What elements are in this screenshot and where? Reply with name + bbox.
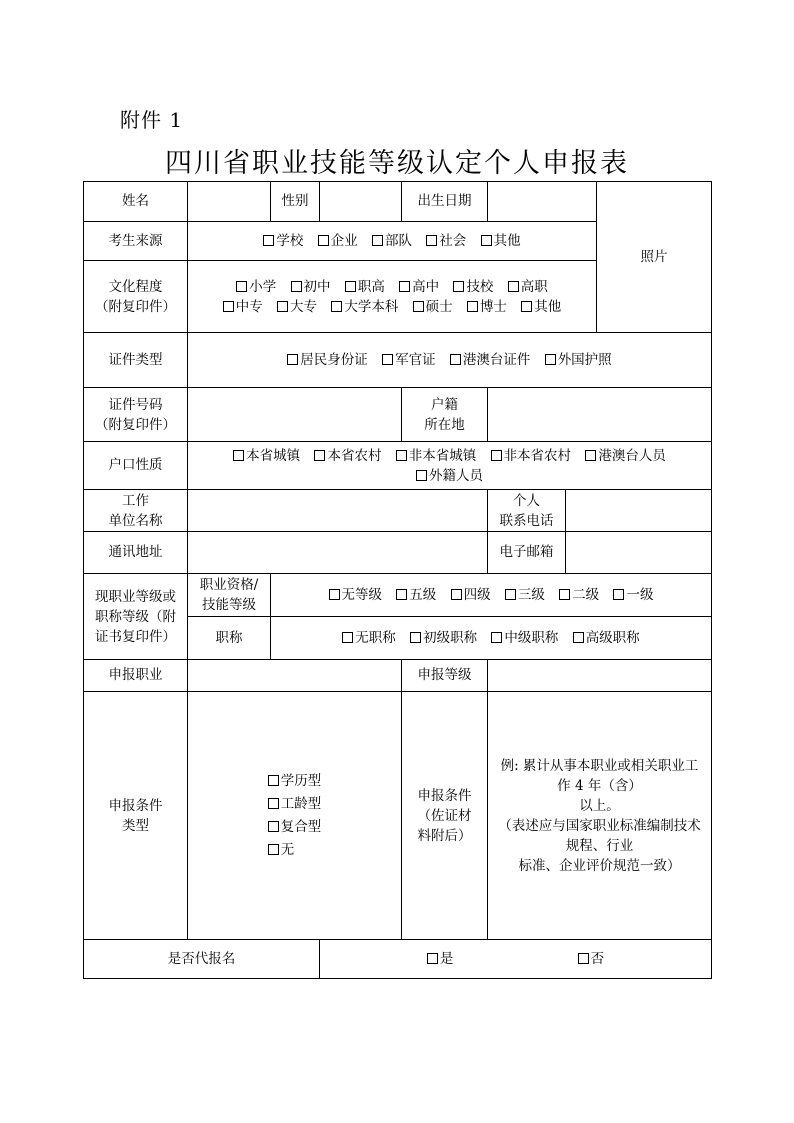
qualification-label: 职业资格/ 技能等级 <box>188 574 271 617</box>
photo-box[interactable] <box>597 182 712 333</box>
option[interactable]: 大专 <box>277 299 317 315</box>
checkbox-icon <box>481 235 492 246</box>
option[interactable]: 无等级 <box>329 587 383 603</box>
option[interactable]: 小学 <box>236 279 276 295</box>
id-number-label: 证件号码 （附复印件） <box>84 388 188 442</box>
checkbox-icon <box>521 301 532 312</box>
checkbox-icon <box>573 632 584 643</box>
checkbox-icon <box>545 354 556 365</box>
checkbox-icon <box>263 235 274 246</box>
checkbox-icon <box>329 589 340 600</box>
attachment-label: 附件 1 <box>120 108 184 132</box>
declared-occupation-field[interactable] <box>188 660 402 692</box>
option[interactable]: 高职 <box>508 279 548 295</box>
condition-example-line2: 以上。 <box>579 797 620 814</box>
education-options <box>188 261 597 333</box>
checkbox-icon <box>413 301 424 312</box>
photo-label: 照片 <box>640 248 668 265</box>
checkbox-icon <box>426 235 437 246</box>
option[interactable]: 外国护照 <box>545 352 612 368</box>
checkbox-icon <box>508 281 519 292</box>
option[interactable]: 居民身份证 <box>287 352 368 368</box>
option[interactable]: 博士 <box>467 299 507 315</box>
checkbox-icon <box>491 632 502 643</box>
option[interactable]: 三级 <box>505 587 545 603</box>
checkbox-icon <box>410 632 421 643</box>
checkbox-icon <box>268 844 279 855</box>
candidate-source-label: 考生来源 <box>84 222 188 261</box>
checkbox-icon <box>467 301 478 312</box>
condition-example-line4: 标准、企业评价规范一致） <box>518 857 681 874</box>
address-label: 通讯地址 <box>84 532 188 574</box>
option[interactable]: 初级职称 <box>410 630 477 646</box>
checkbox-icon <box>505 589 516 600</box>
condition-type-label: 申报条件 类型 <box>84 692 188 940</box>
phone-field[interactable] <box>566 490 712 532</box>
checkbox-icon <box>236 281 247 292</box>
checkbox-icon <box>291 281 302 292</box>
name-label: 姓名 <box>84 182 188 222</box>
declared-level-label: 申报等级 <box>402 660 488 692</box>
checkbox-icon <box>491 450 502 461</box>
checkbox-icon <box>585 450 596 461</box>
option[interactable]: 一级 <box>613 587 653 603</box>
phone-label: 个人 联系电话 <box>488 490 566 532</box>
option[interactable]: 二级 <box>559 587 599 603</box>
checkbox-icon <box>416 470 427 481</box>
current-level-label: 现职业等级或 职称等级（附 证书复印件） <box>84 574 188 660</box>
option[interactable]: 部队 <box>372 233 412 249</box>
checkbox-icon <box>268 821 279 832</box>
checkbox-icon <box>314 450 325 461</box>
option[interactable]: 高中 <box>399 279 439 295</box>
checkbox-icon <box>578 953 589 964</box>
option[interactable]: 中级职称 <box>491 630 558 646</box>
checkbox-icon <box>268 775 279 786</box>
condition-example-line3: （表述应与国家职业标准编制技术规程、行业 <box>498 817 701 854</box>
option[interactable]: 本省城镇 <box>233 448 300 464</box>
option[interactable]: 五级 <box>396 587 436 603</box>
email-label: 电子邮箱 <box>488 532 566 574</box>
id-number-field[interactable] <box>188 388 402 442</box>
checkbox-icon <box>233 450 244 461</box>
checkbox-icon <box>331 301 342 312</box>
employer-field[interactable] <box>188 490 488 532</box>
checkbox-icon <box>268 798 279 809</box>
gender-field[interactable] <box>320 182 402 222</box>
option[interactable]: 其他 <box>521 299 561 315</box>
checkbox-icon <box>287 354 298 365</box>
condition-type-options <box>188 692 402 940</box>
checkbox-icon <box>453 281 464 292</box>
education-label: 文化程度 （附复印件） <box>84 261 188 333</box>
birth-date-label: 出生日期 <box>402 182 488 222</box>
checkbox-icon <box>450 354 461 365</box>
proxy-no-option[interactable]: 否 <box>578 951 605 967</box>
option[interactable]: 工龄型 <box>268 793 322 816</box>
name-field[interactable] <box>188 182 271 222</box>
household-label: 户籍 所在地 <box>402 388 488 442</box>
option[interactable]: 社会 <box>426 233 466 249</box>
candidate-source-options <box>188 222 597 261</box>
option[interactable]: 其他 <box>481 233 521 249</box>
option[interactable]: 复合型 <box>268 816 322 839</box>
declared-level-field[interactable] <box>488 660 712 692</box>
option[interactable]: 军官证 <box>382 352 436 368</box>
checkbox-icon <box>427 953 438 964</box>
checkbox-icon <box>451 589 462 600</box>
form-title: 四川省职业技能等级认定个人申报表 <box>165 148 629 179</box>
option[interactable]: 非本省城镇 <box>396 448 477 464</box>
option[interactable]: 大学本科 <box>331 299 398 315</box>
checkbox-icon <box>613 589 624 600</box>
skill-level-options <box>271 574 712 617</box>
option[interactable]: 无 <box>268 839 322 862</box>
option[interactable]: 学历型 <box>268 770 322 793</box>
option[interactable]: 外籍人员 <box>416 468 483 484</box>
conditions-label: 申报条件 （佐证材 料附后） <box>402 692 488 940</box>
id-type-options <box>188 333 712 388</box>
checkbox-icon <box>396 589 407 600</box>
email-field[interactable] <box>566 532 712 574</box>
checkbox-icon <box>382 354 393 365</box>
option[interactable]: 无职称 <box>342 630 396 646</box>
option[interactable]: 技校 <box>453 279 493 295</box>
option[interactable]: 学校 <box>263 233 303 249</box>
checkbox-icon <box>559 589 570 600</box>
option[interactable]: 职高 <box>345 279 385 295</box>
checkbox-icon <box>396 450 407 461</box>
birth-date-field[interactable] <box>488 182 597 222</box>
checkbox-icon <box>372 235 383 246</box>
hukou-nature-label: 户口性质 <box>84 442 188 490</box>
condition-example-line1: 例: 累计从事本职业或相关职业工作 4 年（含） <box>500 757 699 794</box>
proxy-label: 是否代报名 <box>84 940 320 979</box>
option[interactable]: 四级 <box>451 587 491 603</box>
hukou-options <box>188 442 712 490</box>
household-field[interactable] <box>488 388 712 442</box>
id-type-label: 证件类型 <box>84 333 188 388</box>
declared-occupation-label: 申报职业 <box>84 660 188 692</box>
professional-title-label: 职称 <box>188 617 271 660</box>
option[interactable]: 企业 <box>318 233 358 249</box>
checkbox-icon <box>342 632 353 643</box>
option[interactable]: 港澳台证件 <box>450 352 531 368</box>
option[interactable]: 中专 <box>223 299 263 315</box>
professional-title-options <box>271 617 712 660</box>
checkbox-icon <box>345 281 356 292</box>
option[interactable]: 硕士 <box>413 299 453 315</box>
gender-label: 性别 <box>271 182 320 222</box>
proxy-yes-option[interactable]: 是 <box>427 951 454 967</box>
employer-label: 工作 单位名称 <box>84 490 188 532</box>
option[interactable]: 本省农村 <box>314 448 381 464</box>
checkbox-icon <box>318 235 329 246</box>
conditions-field[interactable] <box>488 692 712 940</box>
option[interactable]: 港澳台人员 <box>585 448 666 464</box>
checkbox-icon <box>277 301 288 312</box>
option[interactable]: 非本省农村 <box>491 448 572 464</box>
checkbox-icon <box>399 281 410 292</box>
application-form <box>83 181 712 979</box>
checkbox-icon <box>223 301 234 312</box>
proxy-options <box>320 940 712 979</box>
option[interactable]: 高级职称 <box>573 630 640 646</box>
address-field[interactable] <box>188 532 488 574</box>
option[interactable]: 初中 <box>291 279 331 295</box>
